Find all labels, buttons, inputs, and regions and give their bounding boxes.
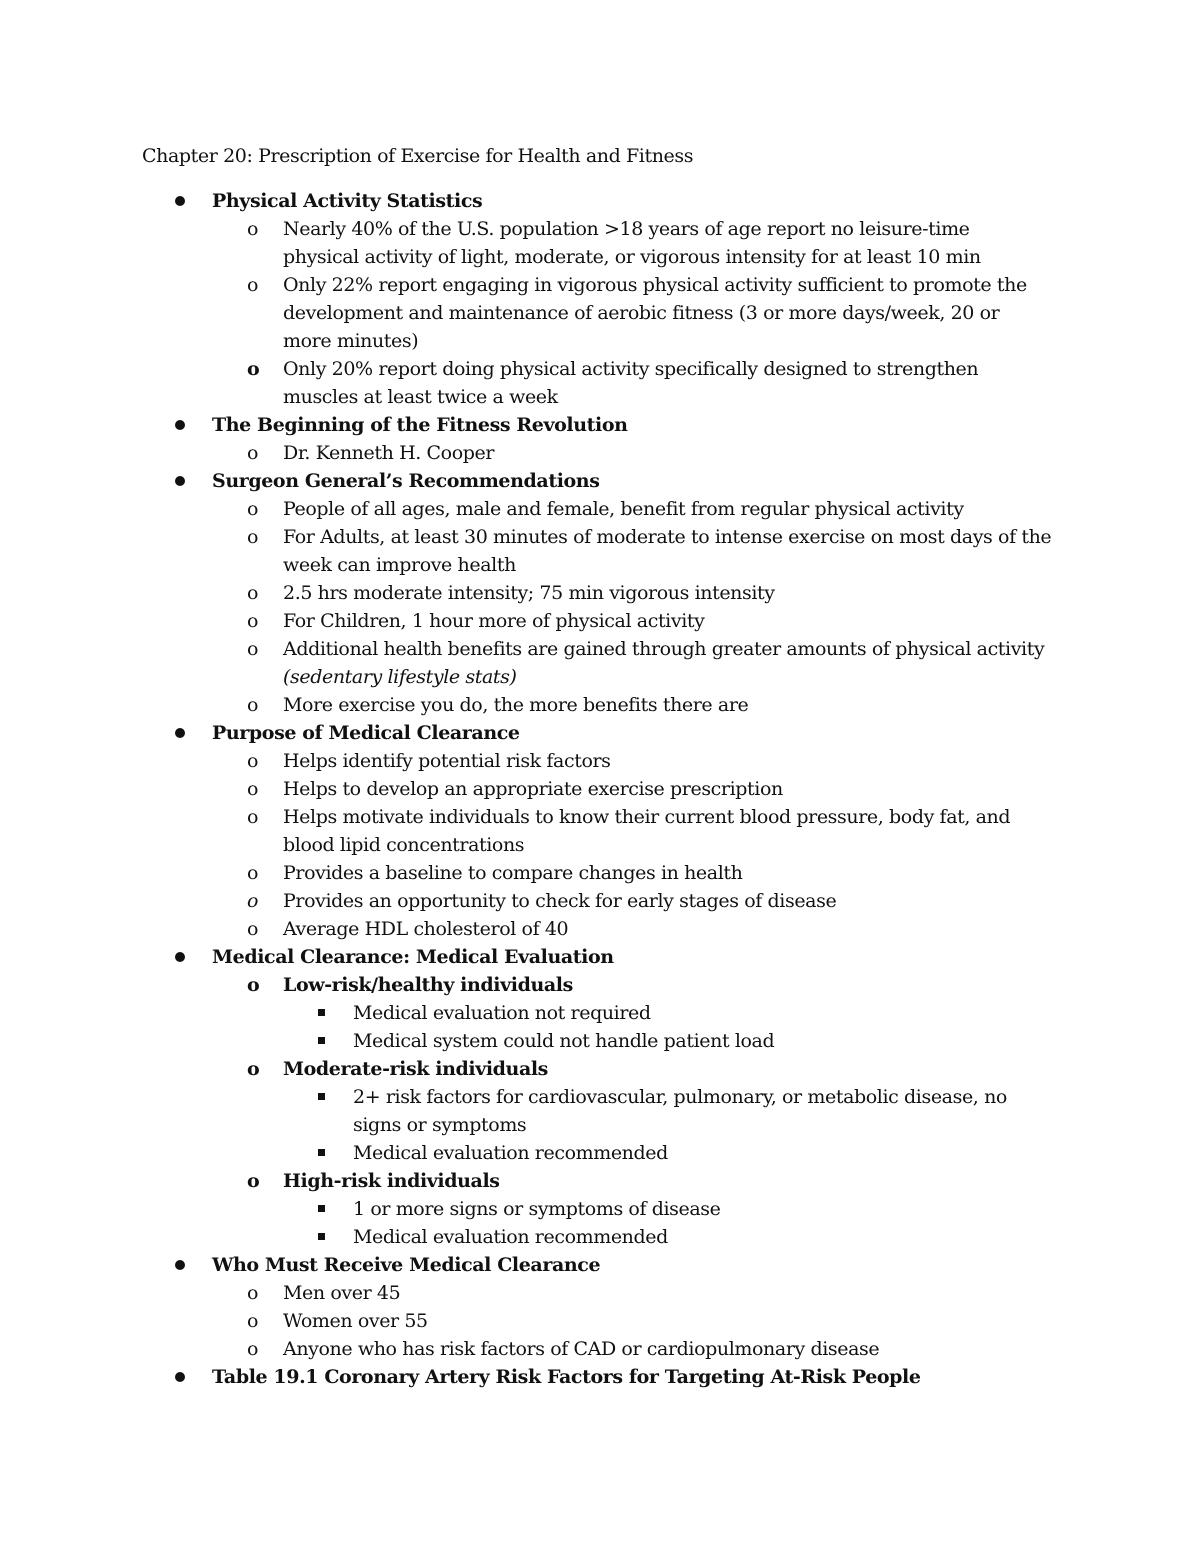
filled-bullet-icon: [175, 1260, 185, 1270]
sub-list-item: [0, 1027, 1200, 1055]
list-item-continuation: [0, 551, 1200, 579]
list-item: [0, 691, 1200, 719]
list-item: [0, 747, 1200, 775]
item-text: People of all ages, male and female, benefit from regular physical activity: [283, 498, 964, 520]
list-item: [0, 635, 1200, 663]
list-item: [0, 215, 1200, 243]
item-text: 2.5 hrs moderate intensity; 75 min vigorous intensity: [283, 582, 775, 604]
sub-list-item: [0, 1223, 1200, 1251]
list-item: [0, 355, 1200, 383]
section-heading-stats: [0, 187, 1200, 215]
list-item: [0, 579, 1200, 607]
hollow-bullet-icon: o: [247, 498, 259, 520]
square-bullet-icon: [318, 1233, 325, 1240]
heading-text: Table 19.1 Coronary Artery Risk Factors for Targeting At-Risk People: [212, 1366, 921, 1388]
list-item: [0, 1279, 1200, 1307]
list-item: [0, 859, 1200, 887]
item-text: Only 22% report engaging in vigorous physical activity sufficient to promote the: [283, 274, 1027, 296]
hollow-bullet-icon: o: [247, 862, 259, 884]
item-text: Helps to develop an appropriate exercise prescription: [283, 778, 783, 800]
item-text: Dr. Kenneth H. Cooper: [283, 442, 495, 464]
square-bullet-icon: [318, 1205, 325, 1212]
item-text: signs or symptoms: [353, 1114, 527, 1136]
list-item: [0, 439, 1200, 467]
hollow-bullet-icon: o: [247, 638, 259, 660]
hollow-bullet-icon: o: [247, 918, 259, 940]
list-item-continuation: [0, 383, 1200, 411]
hollow-bullet-icon: o: [247, 274, 259, 296]
group-label-text: Low-risk/healthy individuals: [283, 974, 573, 996]
square-bullet-icon: [318, 1037, 325, 1044]
list-item-continuation: [0, 327, 1200, 355]
hollow-bullet-icon: o: [247, 1338, 259, 1360]
notes-outline: [0, 187, 1200, 1391]
list-item-continuation: [0, 831, 1200, 859]
item-text: Provides an opportunity to check for early stages of disease: [283, 890, 837, 912]
heading-text: Purpose of Medical Clearance: [212, 722, 520, 744]
square-bullet-icon: [318, 1009, 325, 1016]
risk-group-label: [0, 1055, 1200, 1083]
item-text: Women over 55: [283, 1310, 428, 1332]
risk-group-label: [0, 1167, 1200, 1195]
item-text: For Children, 1 hour more of physical activity: [283, 610, 705, 632]
item-text: Medical evaluation recommended: [353, 1226, 668, 1248]
item-text: Men over 45: [283, 1282, 401, 1304]
item-text: Provides a baseline to compare changes in health: [283, 862, 743, 884]
item-text: development and maintenance of aerobic fitness (3 or more days/week, 20 or: [283, 302, 1000, 324]
list-item: [0, 523, 1200, 551]
list-item-continuation: [0, 243, 1200, 271]
sub-list-item: [0, 999, 1200, 1027]
item-text: Medical system could not handle patient load: [353, 1030, 775, 1052]
hollow-bullet-icon: o: [247, 358, 260, 380]
group-label-text: Moderate-risk individuals: [283, 1058, 548, 1080]
item-text: muscles at least twice a week: [283, 386, 558, 408]
hollow-bullet-icon: o: [247, 974, 260, 996]
list-item: [0, 271, 1200, 299]
risk-group-label: [0, 971, 1200, 999]
heading-text: The Beginning of the Fitness Revolution: [212, 414, 628, 436]
item-text: For Adults, at least 30 minutes of moderate to intense exercise on most days of the: [283, 526, 1052, 548]
hollow-bullet-icon: o: [247, 218, 259, 240]
item-text: Average HDL cholesterol of 40: [283, 918, 569, 940]
square-bullet-icon: [318, 1093, 325, 1100]
list-item: [0, 915, 1200, 943]
filled-bullet-icon: [175, 952, 185, 962]
list-item: [0, 1335, 1200, 1363]
item-text: blood lipid concentrations: [283, 834, 525, 856]
list-item: [0, 607, 1200, 635]
hollow-bullet-icon: o: [247, 582, 259, 604]
hollow-bullet-icon: o: [247, 890, 259, 912]
heading-text: Medical Clearance: Medical Evaluation: [212, 946, 614, 968]
section-heading-who-must-receive: [0, 1251, 1200, 1279]
hollow-bullet-icon: o: [247, 1170, 260, 1192]
sub-list-item: [0, 1195, 1200, 1223]
item-text: 2+ risk factors for cardiovascular, pulmonary, or metabolic disease, no: [353, 1086, 1007, 1108]
hollow-bullet-icon: o: [247, 1058, 260, 1080]
sub-list-item: [0, 1083, 1200, 1111]
filled-bullet-icon: [175, 420, 185, 430]
heading-text: Who Must Receive Medical Clearance: [212, 1254, 601, 1276]
section-heading-medical-evaluation: [0, 943, 1200, 971]
hollow-bullet-icon: o: [247, 1282, 259, 1304]
list-item: [0, 887, 1200, 915]
hollow-bullet-icon: o: [247, 610, 259, 632]
filled-bullet-icon: [175, 196, 185, 206]
sub-list-item: [0, 1139, 1200, 1167]
filled-bullet-icon: [175, 476, 185, 486]
hollow-bullet-icon: o: [247, 750, 259, 772]
item-text: Anyone who has risk factors of CAD or cardiopulmonary disease: [283, 1338, 880, 1360]
item-text: More exercise you do, the more benefits there are: [283, 694, 749, 716]
list-item: [0, 803, 1200, 831]
section-heading-table: [0, 1363, 1200, 1391]
section-heading-revolution: [0, 411, 1200, 439]
document-title: Chapter 20: Prescription of Exercise for Health and Fitness: [142, 145, 694, 167]
item-text: Additional health benefits are gained through greater amounts of physical activity: [283, 638, 1045, 660]
note-text: (sedentary lifestyle stats): [283, 666, 517, 688]
list-item: [0, 775, 1200, 803]
hollow-bullet-icon: o: [247, 442, 259, 464]
hollow-bullet-icon: o: [247, 694, 259, 716]
filled-bullet-icon: [175, 728, 185, 738]
section-heading-surgeon-general: [0, 467, 1200, 495]
section-heading-purpose: [0, 719, 1200, 747]
sub-list-item-continuation: [0, 1111, 1200, 1139]
item-text: 1 or more signs or symptoms of disease: [353, 1198, 721, 1220]
square-bullet-icon: [318, 1149, 325, 1156]
hollow-bullet-icon: o: [247, 806, 259, 828]
italic-note: [0, 663, 1200, 691]
list-item: [0, 495, 1200, 523]
item-text: Helps motivate individuals to know their current blood pressure, body fat, and: [283, 806, 1011, 828]
heading-text: Physical Activity Statistics: [212, 190, 483, 212]
filled-bullet-icon: [175, 1372, 185, 1382]
heading-text: Surgeon General’s Recommendations: [212, 470, 600, 492]
item-text: Only 20% report doing physical activity specifically designed to strengthen: [283, 358, 979, 380]
list-item: [0, 1307, 1200, 1335]
hollow-bullet-icon: o: [247, 526, 259, 548]
item-text: more minutes): [283, 330, 419, 352]
item-text: Medical evaluation not required: [353, 1002, 651, 1024]
hollow-bullet-icon: o: [247, 778, 259, 800]
item-text: physical activity of light, moderate, or vigorous intensity for at least 10 min: [283, 246, 981, 268]
item-text: Medical evaluation recommended: [353, 1142, 668, 1164]
item-text: Nearly 40% of the U.S. population >18 years of age report no leisure-time: [283, 218, 970, 240]
list-item-continuation: [0, 299, 1200, 327]
item-text: Helps identify potential risk factors: [283, 750, 611, 772]
group-label-text: High-risk individuals: [283, 1170, 500, 1192]
item-text: week can improve health: [283, 554, 516, 576]
hollow-bullet-icon: o: [247, 1310, 259, 1332]
